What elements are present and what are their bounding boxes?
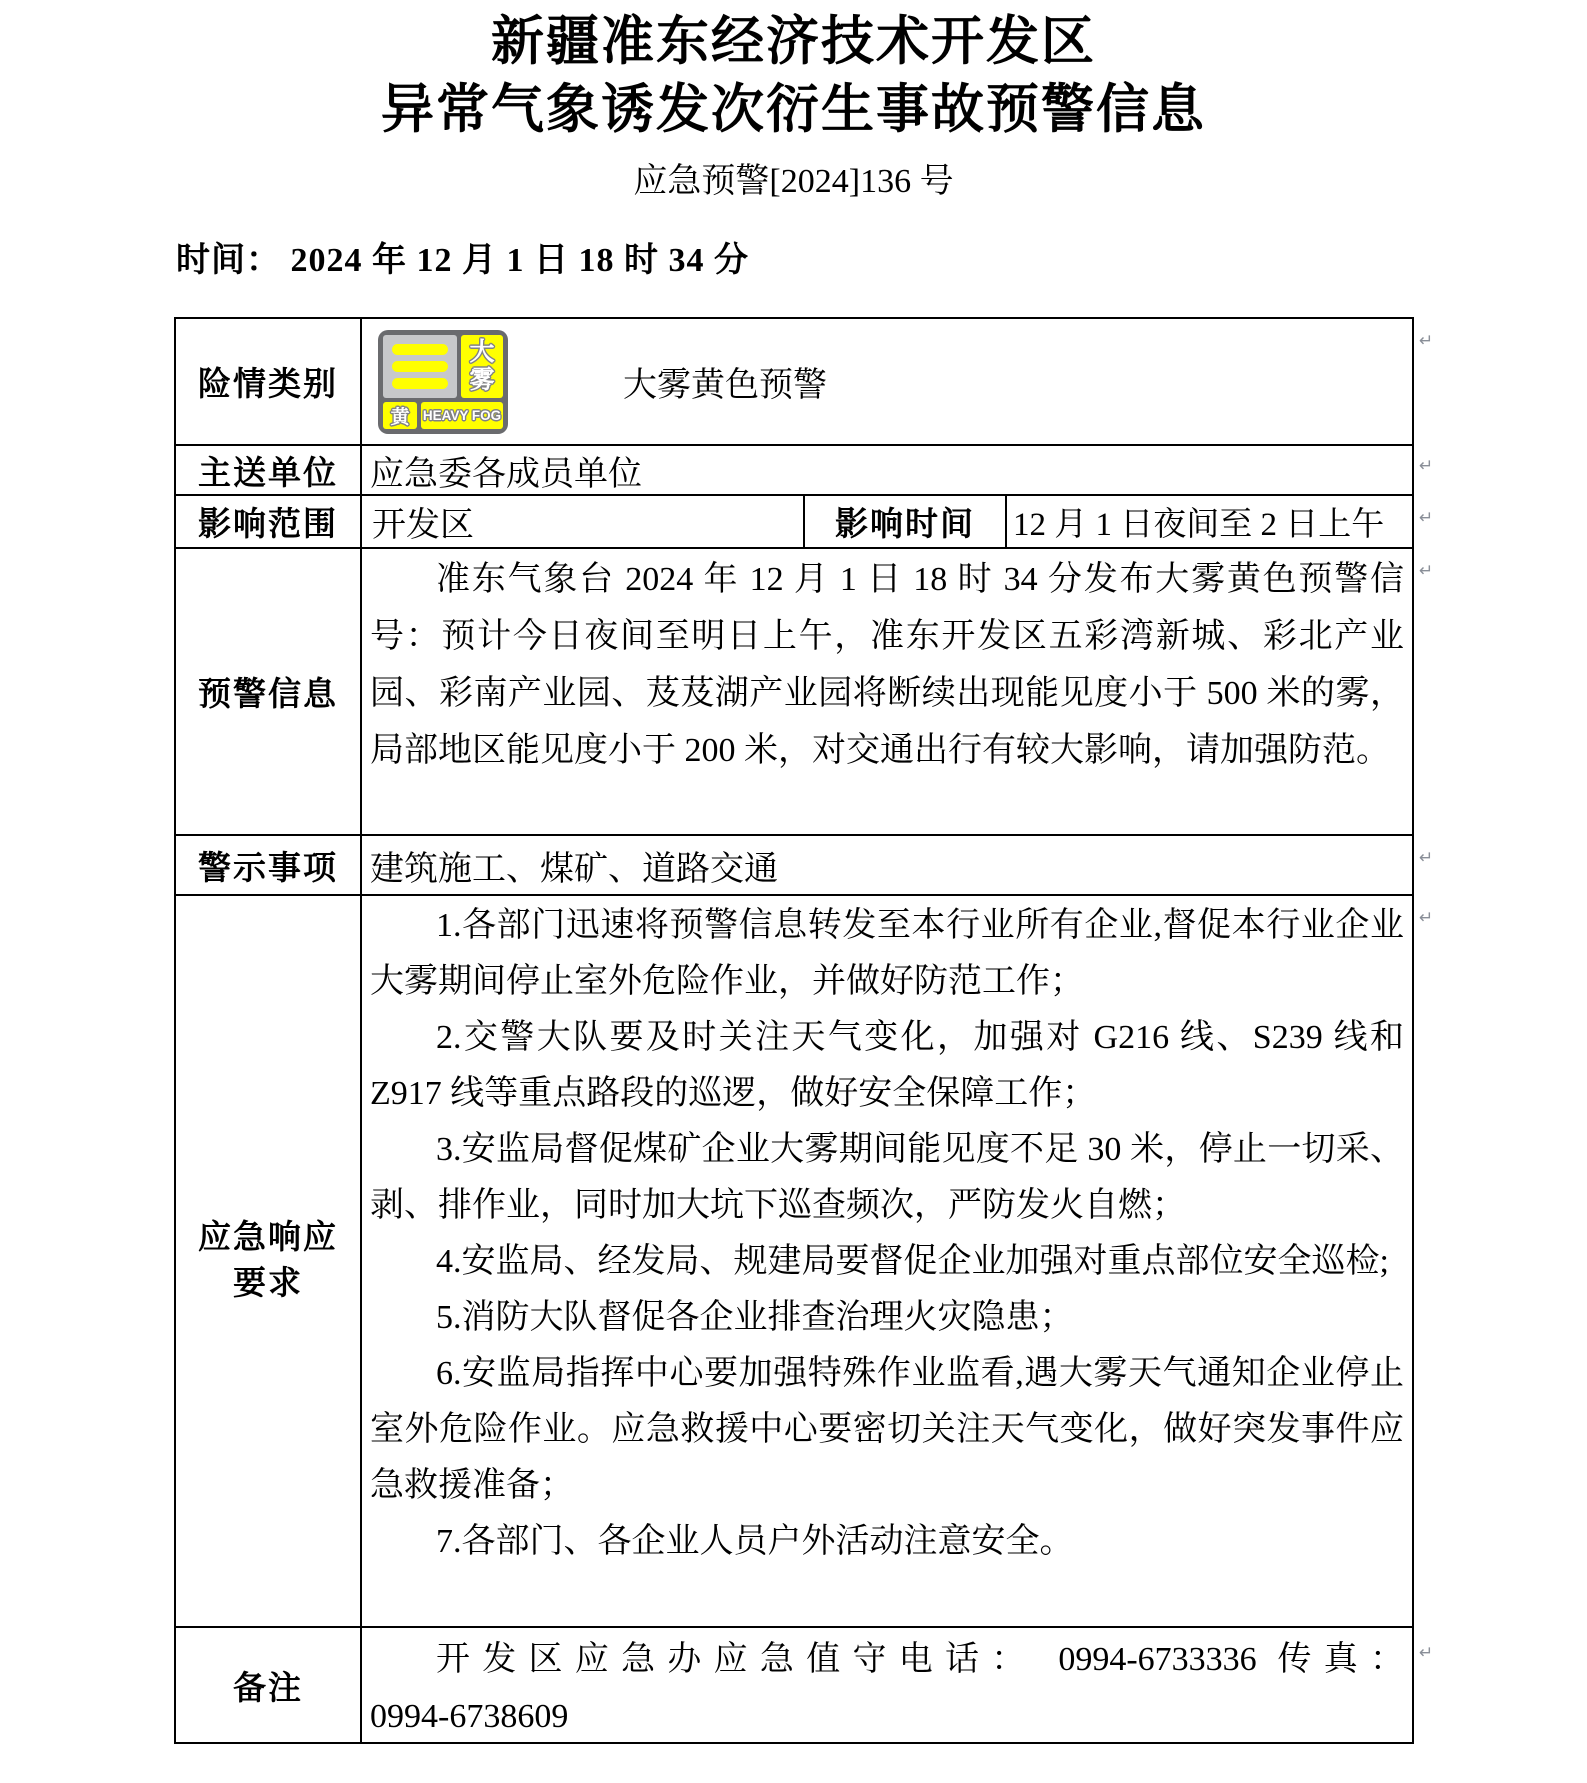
response-label-line2: 要求 (233, 1266, 303, 1302)
row-end-mark-icon: ↵ (1419, 331, 1434, 351)
row-end-mark-icon: ↵ (1419, 1643, 1434, 1663)
fog-char-bottom: 雾 (469, 366, 495, 394)
impact-time-value: 12 月 1 日夜间至 2 日上午 (1013, 507, 1385, 543)
row-end-mark-icon: ↵ (1419, 456, 1434, 476)
risk-type-value-cell (362, 319, 1412, 444)
recipients-label: 主送单位 (176, 446, 362, 494)
fog-bar-icon (392, 378, 448, 389)
response-item: 1.各部门迅速将预警信息转发至本行业所有企业,督促本行业企业大雾期间停止室外危险作业，并做好防范工作； (370, 907, 1404, 1000)
warning-info-label: 预警信息 (176, 549, 362, 834)
response-item: 7.各部门、各企业人员户外活动注意安全。 (436, 1523, 1074, 1560)
response-requirements-cell (362, 896, 1412, 1626)
response-requirements-label (176, 896, 362, 1626)
impact-scope-label: 影响范围 (176, 496, 362, 547)
issue-time: 时间： 2024 年 12 月 1 日 18 时 34 分 (176, 242, 749, 279)
row-alert-items (176, 834, 1412, 894)
warning-info-table (174, 317, 1434, 1744)
fog-en-badge (421, 402, 503, 429)
row-impact (176, 494, 1412, 547)
page-title-line1: 新疆准东经济技术开发区 (491, 12, 1096, 71)
fog-en-label: HEAVY FOG (422, 407, 502, 423)
row-warning-info (176, 547, 1412, 834)
impact-time-label: 影响时间 (805, 496, 1007, 547)
remarks-line1: 开发区应急办应急值守电话： 0994-6733336 传真： (436, 1641, 1404, 1678)
fog-icon-bottom (383, 402, 503, 429)
remarks-cell (362, 1628, 1412, 1742)
fog-char-top: 大 (469, 338, 495, 366)
response-item: 6.安监局指挥中心要加强特殊作业监看,遇大雾天气通知企业停止室外危险作业。应急救援中心要密切关注天气变化，做好突发事件应急救援准备； (370, 1355, 1404, 1504)
response-item: 2.交警大队要及时关注天气变化，加强对 G216 线、S239 线和 Z917 线等重点路段的巡逻，做好安全保障工作； (370, 1019, 1404, 1112)
row-risk-type (176, 319, 1412, 444)
impact-scope-value: 开发区 (362, 496, 805, 547)
row-recipients (176, 444, 1412, 494)
risk-type-label: 险情类别 (176, 319, 362, 444)
page-title-line2: 异常气象诱发次衍生事故预警信息 (381, 80, 1206, 139)
fog-bar-icon (392, 361, 448, 372)
alert-items-label: 警示事项 (176, 836, 362, 894)
row-end-mark-icon: ↵ (1419, 908, 1434, 928)
row-end-mark-icon: ↵ (1419, 848, 1434, 868)
response-item: 4.安监局、经发局、规建局要督促企业加强对重点部位安全巡检; (436, 1243, 1389, 1280)
fog-level-char: 黄 (390, 406, 410, 428)
response-item: 3.安监局督促煤矿企业大雾期间能见度不足 30 米，停止一切采、剥、排作业，同时加大坑下巡查频次，严防发火自燃； (370, 1131, 1404, 1224)
remarks-line2: 0994-6738609 (370, 1698, 569, 1735)
warning-info-value-cell (362, 549, 1412, 834)
row-remarks (176, 1626, 1412, 1742)
row-end-mark-icon: ↵ (1419, 561, 1434, 581)
risk-type-value: 大雾黄色预警 (623, 367, 827, 404)
fog-bars-panel (383, 335, 457, 398)
heavy-fog-yellow-warning-icon (378, 330, 508, 434)
fog-icon-top (383, 335, 503, 398)
fog-bar-icon (392, 344, 448, 355)
doc-number: 应急预警[2024]136 号 (633, 163, 954, 200)
recipients-value: 应急委各成员单位 (370, 455, 642, 493)
fog-level-badge (383, 402, 417, 429)
row-response-requirements (176, 894, 1412, 1626)
alert-items-value: 建筑施工、煤矿、道路交通 (370, 850, 778, 888)
warning-info-text: 准东气象台 2024 年 12 月 1 日 18 时 34 分发布大雾黄色预警信号：预计今日夜间至明日上午，准东开发区五彩湾新城、彩北产业园、彩南产业园、芨芨湖产业园将断续出现能见度小于 500 米的雾，局部地区能见度小于 200 米，对交通出行有较大影响，请加强防范。 (370, 561, 1404, 769)
response-item: 5.消防大队督促各企业排查治理火灾隐患； (436, 1299, 1074, 1336)
row-end-mark-icon: ↵ (1419, 508, 1434, 528)
response-label-line1: 应急响应 (198, 1220, 338, 1256)
fog-chars-panel (461, 335, 503, 398)
remarks-label: 备注 (176, 1628, 362, 1742)
